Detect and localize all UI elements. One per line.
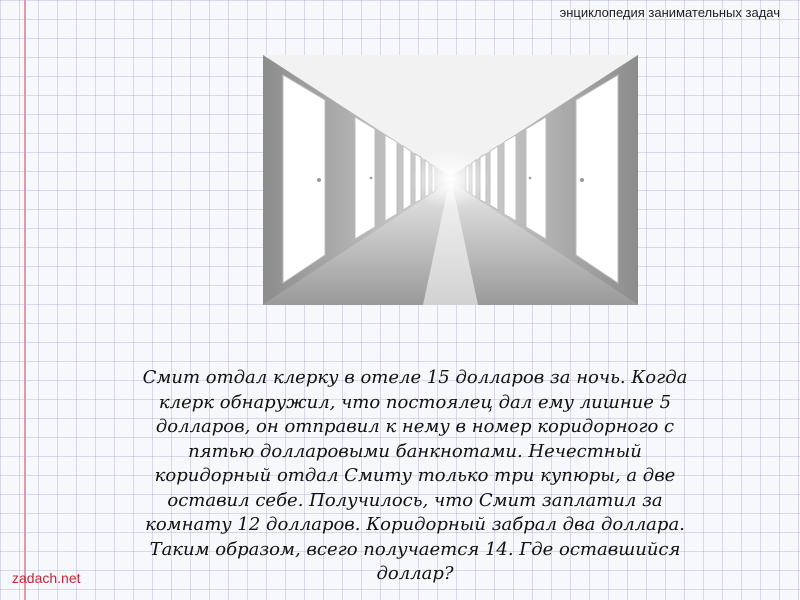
site-link[interactable]: zadach.net	[12, 570, 81, 586]
puzzle-text: Смит отдал клерку в отеле 15 долларов за ночь. Когда клерк обнаружил, что постоялец дал ему лишние 5 долларов, он отправил к нему в номер коридорного с пятью долларовыми банкнотами. Нечестный коридорный отдал Смиту только три купюры, а две оставил себе. Получилось, что Смит заплатил за комнату 12 долларов. Коридорный забрал два доллара. Таким образом, всего получается 14. Где оставшийся доллар?	[142, 367, 688, 584]
hallway-doors-photo	[263, 55, 638, 305]
site-tagline: энциклопедия занимательных задач	[559, 5, 780, 20]
notebook-margin-line	[24, 0, 26, 600]
